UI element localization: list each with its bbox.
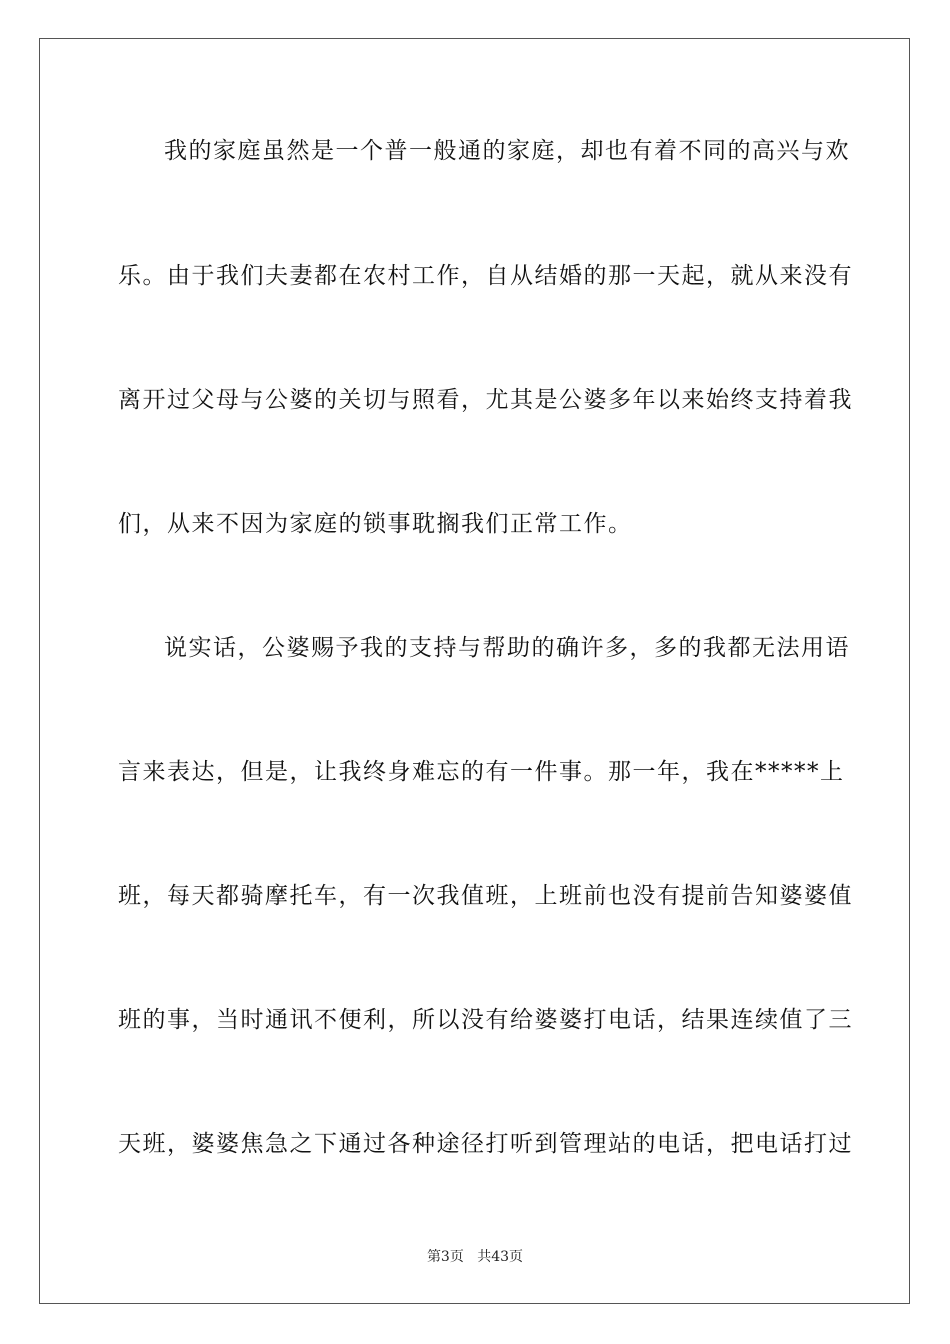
- paragraph-1-line-3: 离开过父母与公婆的关切与照看，尤其是公婆多年以来始终支持着我: [118, 387, 853, 413]
- paragraph-1-line-1: 我的家庭虽然是一个普一般通的家庭，却也有着不同的高兴与欢: [164, 138, 850, 164]
- page-border: [39, 38, 910, 1304]
- paragraph-2-line-2: 言来表达，但是，让我终身难忘的有一件事。那一年，我在*****上: [118, 759, 845, 785]
- paragraph-1-line-2: 乐。由于我们夫妻都在农村工作，自从结婚的那一天起，就从来没有: [118, 263, 853, 289]
- paragraph-2-line-3: 班，每天都骑摩托车，有一次我值班，上班前也没有提前告知婆婆值: [118, 883, 853, 909]
- paragraph-1-line-4: 们，从来不因为家庭的锁事耽搁我们正常工作。: [118, 511, 633, 537]
- paragraph-2-line-1: 说实话，公婆赐予我的支持与帮助的确许多，多的我都无法用语: [164, 635, 850, 661]
- page-footer: [0, 1248, 950, 1266]
- total-pages: 共43页: [477, 1249, 524, 1265]
- paragraph-2-line-4: 班的事，当时通讯不便利，所以没有给婆婆打电话，结果连续值了三: [118, 1007, 853, 1033]
- page-number: 第3页: [426, 1249, 464, 1265]
- paragraph-2-line-5: 天班，婆婆焦急之下通过各种途径打听到管理站的电话，把电话打过: [118, 1131, 853, 1157]
